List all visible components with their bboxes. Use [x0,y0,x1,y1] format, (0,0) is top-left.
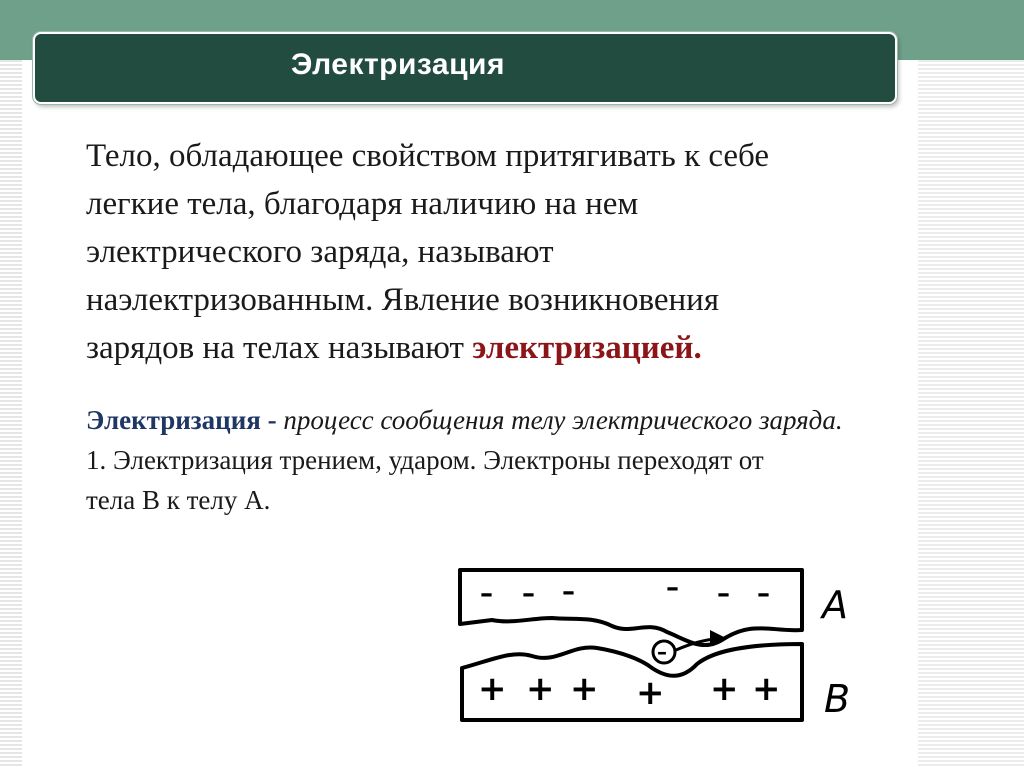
negative-charge: – [480,579,493,609]
positive-charge: + [526,669,555,709]
positive-charge: + [710,669,739,709]
positive-charge: + [478,669,507,709]
definition-paragraph [86,132,886,372]
body-b [462,644,802,720]
negative-charge: – [666,573,679,603]
body-a [460,570,802,645]
negative-charge: – [717,579,730,609]
defined-term: Электризация [86,405,261,435]
paragraph-line [86,324,886,372]
positive-charge: + [752,669,781,709]
positive-charge: + [570,669,599,709]
electrization-definition [86,400,946,520]
slide-title: Электризация [291,48,506,81]
paragraph-line: наэлектризованным. Явление возникновения [86,282,720,318]
term-definition: процесс сообщения телу электрического заряда. [283,405,843,435]
paragraph-line-prefix: зарядов на телах называют [86,330,473,366]
negative-charge: – [562,577,575,607]
list-item: 1. Электризация трением, ударом. Электроны переходят от [86,445,764,475]
highlight-term: электризацией. [472,330,702,366]
definition-block [86,400,946,440]
positive-charge: + [636,673,665,713]
paragraph-line: Тело, обладающее свойством притягивать к себе [86,138,770,174]
negative-charge: – [757,579,770,609]
paragraph-line: электрического заряда, называют [86,234,554,270]
title-bar [33,32,897,104]
paragraph-line: легкие тела, благодаря наличию на нем [86,186,639,222]
friction-diagram [452,560,872,730]
term-dash: - [260,405,284,435]
left-decorative-stripes [0,60,22,767]
body-b-label: B [824,677,851,721]
electron-symbol: – [657,640,667,664]
list-item-continuation: тела В к телу А. [86,485,271,515]
body-a-label: A [822,583,848,627]
negative-charge: – [522,579,535,609]
